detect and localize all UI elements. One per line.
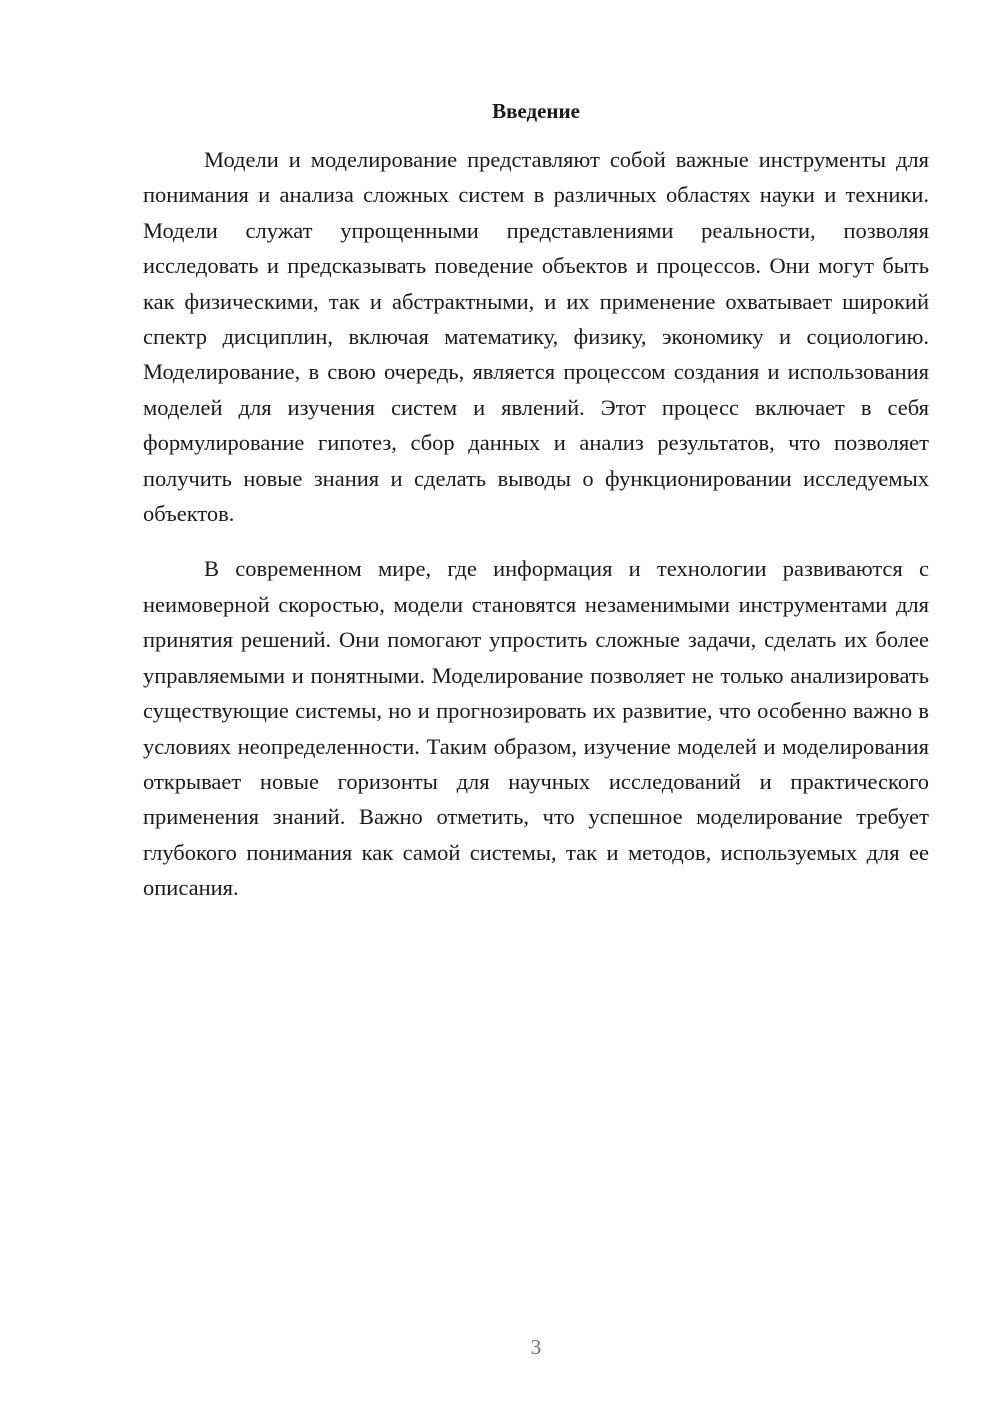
page-title: Введение bbox=[492, 99, 580, 123]
paragraph-1: Модели и моделирование представляют собой важные инструменты для понимания и анализа сложных систем в различных областях науки и техники. Модели служат упрощенными представлениями реальности, позволяя исследовать и предсказывать поведение объектов и процессов. Они могут быть как физическими, так и абстрактными, и их применение охватывает широкий спектр дисциплин, включая математику, физику, экономику и социологию. Моделирование, в свою очередь, является процессом создания и использования моделей для изучения систем и явлений. Этот процесс включает в себя формулирование гипотез, сбор данных и анализ результатов, что позволяет получить новые знания и сделать выводы о функционировании исследуемых объектов. bbox=[143, 147, 929, 527]
paragraph-2: В современном мире, где информация и технологии развиваются с неимоверной скоростью, модели становятся незаменимыми инструментами для принятия решений. Они помогают упростить сложные задачи, сделать их более управляемыми и понятными. Моделирование позволяет не только анализировать существующие системы, но и прогнозировать их развитие, что особенно важно в условиях неопределенности. Таким образом, изучение моделей и моделирования открывает новые горизонты для научных исследований и практического применения знаний. Важно отметить, что успешное моделирование требует глубокого понимания как самой системы, так и методов, используемых для ее описания. bbox=[143, 556, 929, 901]
document-body bbox=[143, 142, 929, 906]
page-number: 3 bbox=[530, 1335, 542, 1359]
